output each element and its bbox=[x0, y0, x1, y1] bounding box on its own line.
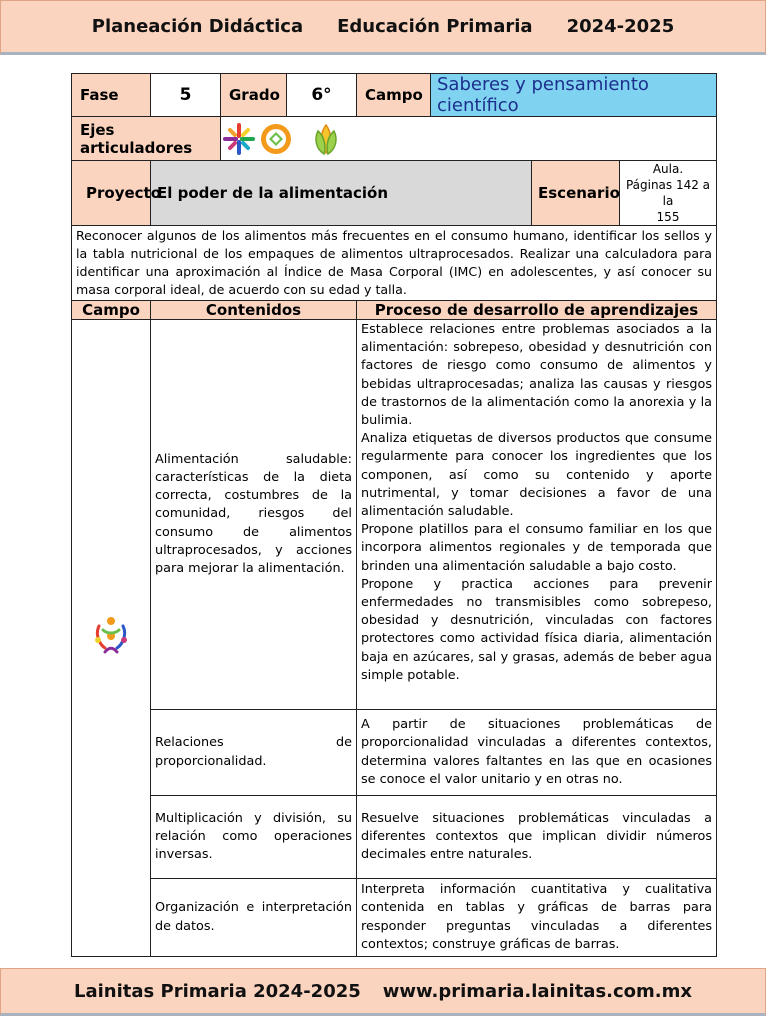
column-header-row bbox=[72, 301, 717, 320]
proceso-3 bbox=[357, 796, 717, 879]
info-row-3 bbox=[72, 161, 717, 226]
footer-banner bbox=[0, 968, 766, 1016]
proceso-2 bbox=[357, 710, 717, 796]
contenido-3: Multiplicación y división, su relación como operaciones inversas. bbox=[151, 796, 357, 879]
escenario-line-1: Aula. bbox=[652, 162, 684, 176]
header-year: 2024-2025 bbox=[566, 16, 675, 37]
content-row bbox=[72, 879, 717, 957]
ejes-icons bbox=[221, 121, 716, 157]
campo-label: Campo bbox=[357, 74, 431, 117]
escenario-line-2: Páginas 142 a la bbox=[625, 178, 711, 208]
footer-brand: Lainitas Primaria 2024-2025 bbox=[74, 980, 361, 1002]
grado-label: Grado bbox=[221, 74, 287, 117]
escenario-value bbox=[620, 161, 717, 226]
content-row bbox=[72, 710, 717, 796]
ejes-label: Ejes articuladores bbox=[72, 117, 221, 161]
proceso-1 bbox=[357, 320, 717, 710]
fase-value: 5 bbox=[151, 74, 221, 117]
purpose-text: Reconocer algunos de los alimentos más frecuentes en el consumo humano, identificar los sellos y la tabla nutricional de los empaques de alimentos ultraprocesados. Realizar una calculadora para identificar una aproximación al Índice de Masa Corporal (IMC) en adolescentes, y así conocer su masa corporal ideal, de acuerdo con su edad y talla. bbox=[72, 226, 717, 301]
purpose-row bbox=[72, 226, 717, 301]
proyecto-label: Proyecto bbox=[72, 161, 151, 226]
escenario-label: Escenario bbox=[532, 161, 620, 226]
header-banner bbox=[0, 0, 766, 55]
contenido-1: Alimentación saludable: características de la dieta correcta, costumbres de la comunidad, riesgos del consumo de alimentos ultraprocesados, y acciones para mejorar la alimentación. bbox=[151, 320, 357, 710]
proceso-4 bbox=[357, 879, 717, 957]
escenario-line-3: 155 bbox=[656, 210, 680, 224]
fase-label: Fase bbox=[72, 74, 151, 117]
header-title: Planeación Didáctica bbox=[91, 16, 304, 37]
proceso-4-item-1: Interpreta información cuantitativa y cualitativa contenida en tablas y gráficas de barras para responder preguntas vinculadas a diferentes contextos; construye gráficas de barras. bbox=[361, 882, 712, 952]
proceso-1-item-4: Propone y practica acciones para prevenir enfermedades no transmisibles como sobrepeso, obesidad y desnutrición, vinculadas con factores protectores como actividad física diaria, alimentación baja en azúcares, sal y grasas, además de beber agua simple potable. bbox=[361, 576, 712, 683]
grado-value: 6° bbox=[287, 74, 357, 117]
campo-icon-cell bbox=[72, 320, 151, 957]
info-row-1 bbox=[72, 74, 717, 117]
proceso-1-item-2: Analiza etiquetas de diversos productos que consume regularmente para conocer los ingredientes que los componen, así como su contenido y aporte nutrimental, y tomar decisiones a favor de una alimentación saludable. bbox=[361, 431, 712, 520]
proceso-2-item-1: A partir de situaciones problemáticas de proporcionalidad vinculadas a diferentes contextos, determina valores faltantes en las que en ocasiones se conoce el valor unitario y en otras no. bbox=[361, 717, 712, 787]
proceso-1-item-3: Propone platillos para el consumo familiar en los que incorpora alimentos regionales y de temporada que brinden una alimentación saludable a bajo costo. bbox=[361, 522, 712, 574]
interculturalidad-icon bbox=[259, 122, 293, 156]
col-proceso: Proceso de desarrollo de aprendizajes bbox=[357, 301, 717, 320]
content-row bbox=[72, 320, 717, 710]
header-level: Educación Primaria bbox=[337, 16, 533, 37]
vida-saludable-icon bbox=[309, 121, 343, 157]
content-row bbox=[72, 796, 717, 879]
col-campo: Campo bbox=[72, 301, 151, 320]
proceso-3-item-1: Resuelve situaciones problemáticas vinculadas a diferentes contextos que implican dividir números decimales entre naturales. bbox=[361, 810, 712, 863]
ejes-icons-cell bbox=[221, 117, 717, 161]
planeacion-table bbox=[71, 73, 717, 957]
campo-value: Saberes y pensamiento científico bbox=[431, 74, 717, 117]
contenido-4: Organización e interpretación de datos. bbox=[151, 879, 357, 957]
contenido-2: Relaciones de proporcionalidad. bbox=[151, 710, 357, 796]
proyecto-value: El poder de la alimentación bbox=[151, 161, 532, 226]
footer-url[interactable]: www.primaria.lainitas.com.mx bbox=[382, 980, 692, 1002]
info-row-2 bbox=[72, 117, 717, 161]
col-contenidos: Contenidos bbox=[151, 301, 357, 320]
saberes-pensamiento-cientifico-icon bbox=[89, 614, 133, 658]
inclusion-icon bbox=[221, 121, 257, 157]
proceso-1-item-1: Establece relaciones entre problemas asociados a la alimentación: sobrepeso, obesidad y desnutrición con factores de riesgo como consumo de alimentos y bebidas ultraprocesadas; analiza las causas y riesgos de trastornos de la alimentación como la anorexia y la bulimia. bbox=[361, 322, 712, 429]
